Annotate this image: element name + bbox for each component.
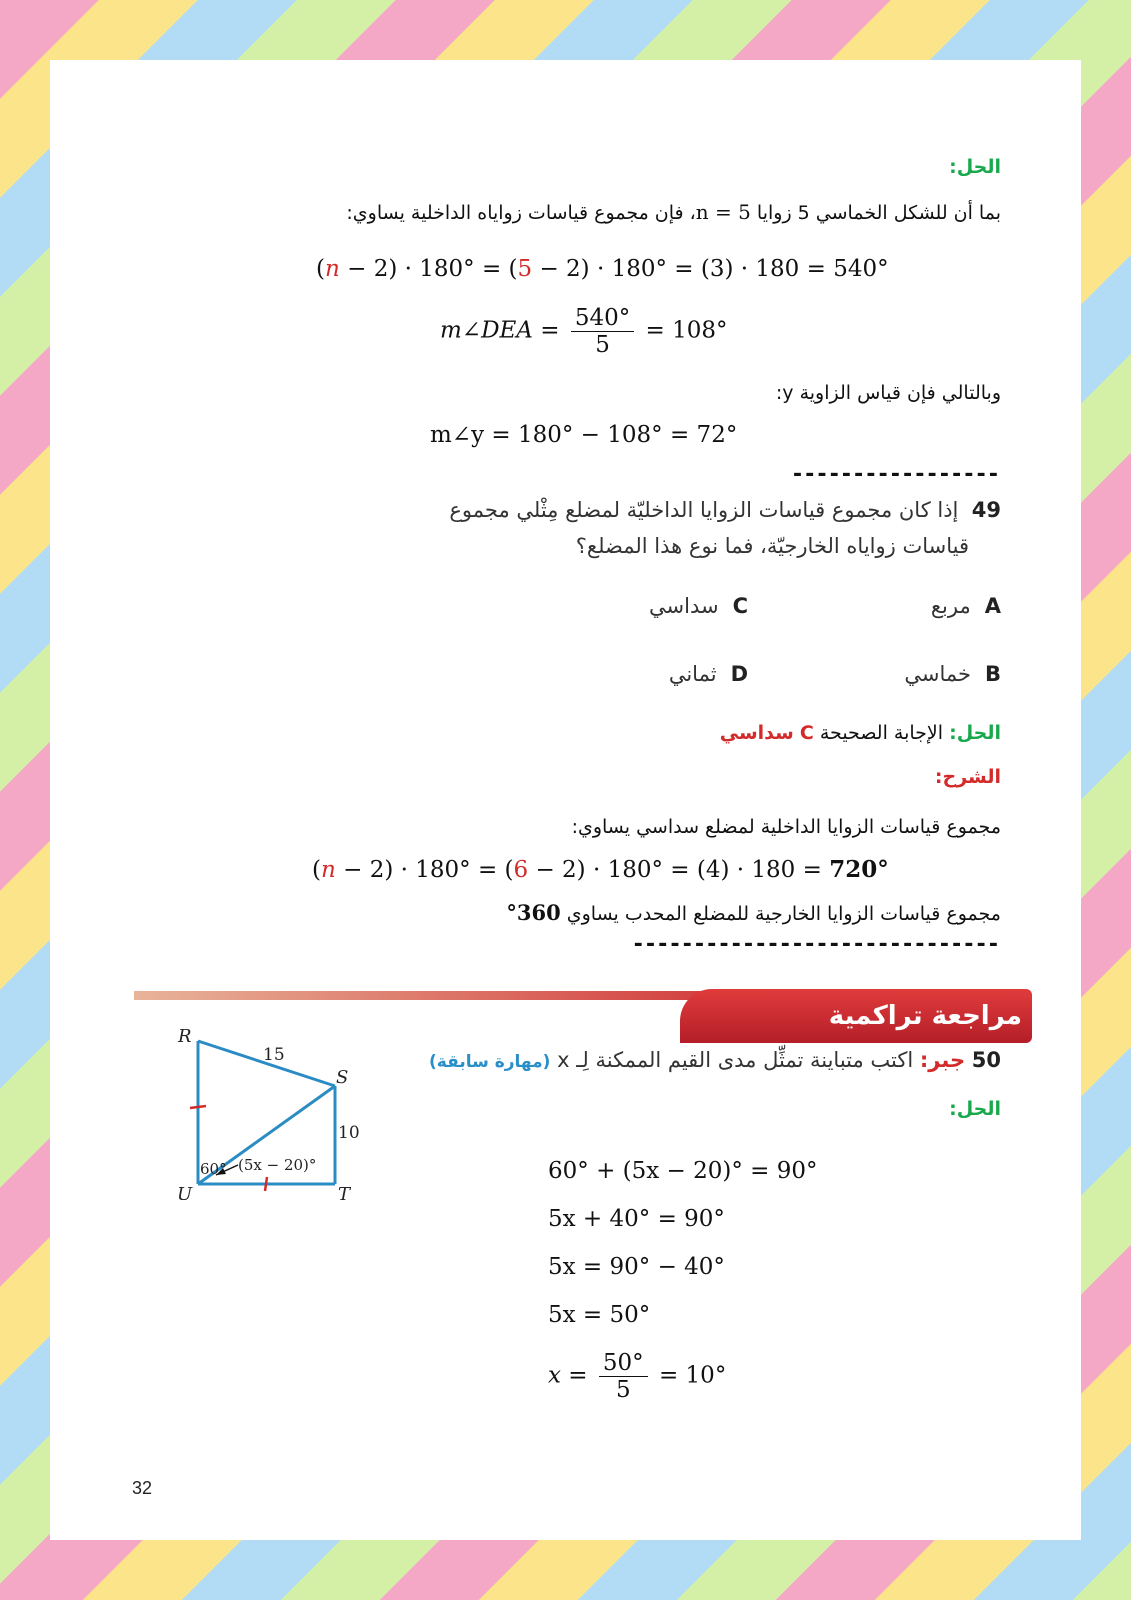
- equation-angle-y: m∠y = 180° − 108° = 72°: [430, 422, 738, 448]
- question-line-1: إذا كان مجموع قياسات الزوايا الداخليّة لمضلع مِثْلي مجموع: [449, 498, 959, 522]
- q50-step-3: 5x = 90° − 40°: [548, 1254, 725, 1280]
- fraction-numerator: 540°: [571, 305, 634, 332]
- eq-n: n: [324, 256, 340, 282]
- explanation-line-1: مجموع قياسات الزوايا الداخلية لمضلع سداسي يساوي:: [571, 816, 1001, 838]
- eq-part: (: [312, 857, 321, 883]
- separator-dashes: -----------------: [790, 462, 999, 487]
- separator-dashes: ------------------------------: [631, 932, 999, 957]
- page-number: 32: [132, 1478, 153, 1498]
- fraction: [571, 305, 634, 358]
- fraction: [599, 1350, 648, 1403]
- solution-label: الحل:: [949, 156, 1001, 178]
- eq-five: 5: [517, 256, 533, 282]
- option-text: ثماني: [668, 662, 717, 686]
- q50-step-5: [548, 1350, 726, 1403]
- question-topic: جبر:: [919, 1048, 966, 1072]
- eq-six: 6: [513, 857, 529, 883]
- solution-line-1: [346, 200, 1001, 224]
- eq-lhs: m∠DEA =: [440, 317, 560, 344]
- option-c: [649, 588, 748, 624]
- vertex-t: T: [338, 1184, 351, 1200]
- eq-part: − 2) · 180° = (: [335, 857, 514, 883]
- eq-part: − 2) · 180° = (3) · 180 = 540°: [532, 256, 889, 282]
- answer-line: [720, 722, 1001, 744]
- option-letter: D: [730, 662, 748, 686]
- option-text: مربع: [930, 594, 971, 618]
- angle-60-label: 60°: [200, 1160, 227, 1178]
- fraction-numerator: 50°: [599, 1350, 648, 1377]
- eq-rhs: = 108°: [645, 317, 728, 344]
- equation-sum-pentagon: [316, 256, 889, 282]
- explanation-line-2: [506, 900, 1001, 925]
- explanation-label: الشرح:: [934, 766, 1001, 788]
- q50-step-2: 5x + 40° = 90°: [548, 1206, 725, 1232]
- side-length-rs: 15: [263, 1045, 285, 1065]
- option-a: [931, 588, 1001, 624]
- question-49: [441, 492, 1001, 564]
- eq-part: (: [316, 256, 325, 282]
- text-segment: ، فإن مجموع قياسات زواياه الداخلية يساوي:: [346, 202, 696, 224]
- eq-result: 720°: [829, 856, 889, 883]
- eq-rhs: = 10°: [658, 1362, 727, 1389]
- option-text: سداسي: [649, 594, 719, 618]
- quadrilateral-figure: [166, 1020, 396, 1200]
- question-text: اكتب متباينة تمثِّل مدى القيم الممكنة لِـ x: [557, 1048, 914, 1072]
- question-number: 50: [971, 1048, 1001, 1072]
- eq-part: − 2) · 180° = (: [339, 256, 518, 282]
- fraction-denominator: 5: [595, 332, 610, 358]
- angle-expr-label: (5x − 20)°: [238, 1156, 317, 1174]
- answer-word: سداسي: [719, 722, 794, 744]
- option-letter: A: [984, 594, 1001, 618]
- skill-tag: (مهارة سابقة): [429, 1052, 551, 1072]
- solution-label: الحل:: [949, 1098, 1001, 1120]
- fraction-denominator: 5: [615, 1377, 631, 1403]
- question-number: 49: [971, 498, 1001, 522]
- vertex-s: S: [336, 1067, 349, 1088]
- n-value: n = 5: [695, 200, 751, 224]
- solution-line-2: وبالتالي فإن قياس الزاوية y:: [775, 382, 1001, 404]
- question-line-2: قياسات زواياه الخارجيّة، فما نوع هذا المضلع؟: [575, 534, 969, 558]
- banner-bar: [134, 991, 734, 1000]
- question-50: [429, 1042, 1001, 1080]
- side-length-st: 10: [338, 1123, 360, 1143]
- exterior-sum-value: 360°: [506, 900, 561, 925]
- q50-step-4: 5x = 50°: [548, 1302, 651, 1328]
- option-b: [904, 656, 1001, 692]
- option-text: خماسي: [904, 662, 971, 686]
- eq-lhs: x =: [548, 1362, 588, 1389]
- solution-label: الحل:: [949, 722, 1001, 744]
- answer-letter: C: [799, 722, 814, 744]
- answer-text: الإجابة الصحيحة: [819, 722, 944, 744]
- equation-sum-hexagon: [312, 856, 889, 883]
- eq-part: − 2) · 180° = (4) · 180 =: [528, 857, 830, 883]
- option-letter: B: [984, 662, 1001, 686]
- eq-n: n: [320, 857, 336, 883]
- tick-mark-ut: [265, 1177, 267, 1191]
- text-segment: مجموع قياسات الزوايا الخارجية للمضلع المحدب يساوي: [566, 903, 1001, 925]
- tick-mark-ur: [190, 1106, 206, 1108]
- section-banner: [680, 989, 1032, 1043]
- vertex-u: U: [177, 1184, 193, 1200]
- option-letter: C: [732, 594, 748, 618]
- banner-title: مراجعة تراكمية: [828, 1001, 1022, 1031]
- vertex-r: R: [178, 1026, 192, 1047]
- text-segment: بما أن للشكل الخماسي 5 زوايا: [750, 202, 1001, 224]
- page: [50, 60, 1081, 1540]
- equation-angle-dea: [440, 305, 728, 358]
- q50-step-1: 60° + (5x − 20)° = 90°: [548, 1158, 818, 1184]
- option-d: [669, 656, 748, 692]
